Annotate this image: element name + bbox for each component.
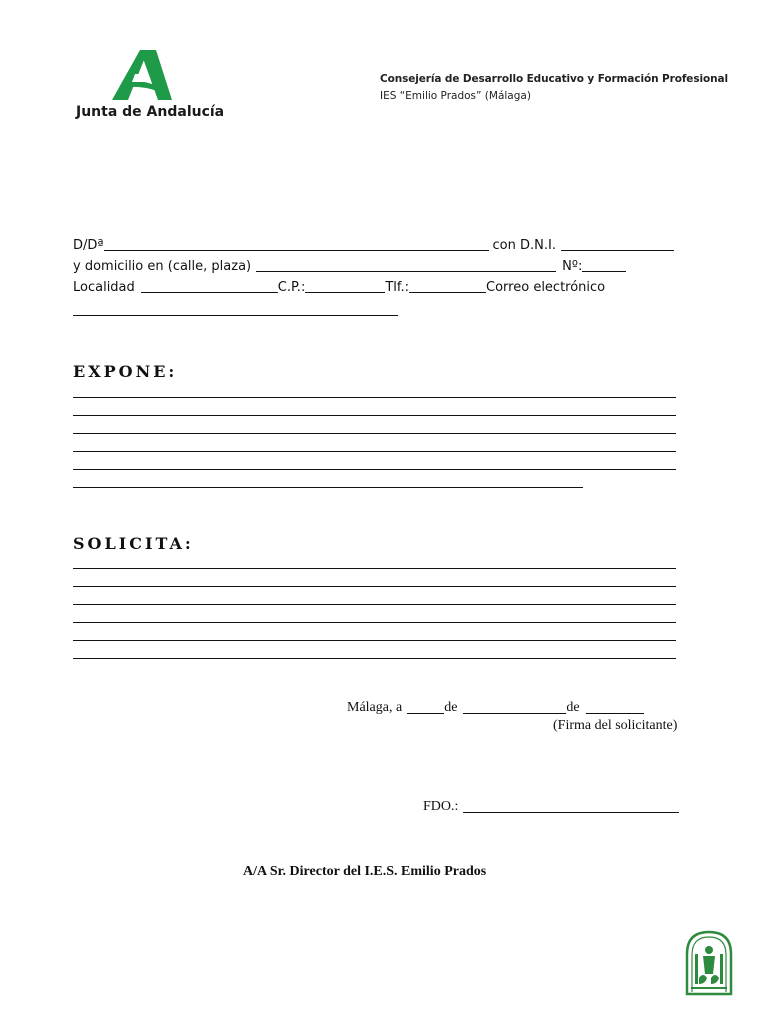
department-name: Consejería de Desarrollo Educativo y Formación Profesional (380, 73, 728, 85)
solicita-title: SOLICITA: (73, 534, 194, 553)
name-row (73, 238, 674, 253)
de-label: de (566, 700, 580, 715)
name-field[interactable] (104, 249, 489, 251)
solicita-line[interactable] (73, 640, 676, 641)
signature-field[interactable] (463, 811, 679, 813)
month-field[interactable] (463, 712, 566, 714)
solicita-line[interactable] (73, 604, 676, 605)
addressee: A/A Sr. Director del I.E.S. Emilio Prados (243, 864, 487, 879)
day-field[interactable] (407, 712, 444, 714)
fdo-label: FDO.: (423, 799, 459, 814)
name-label: D/Dª (73, 238, 104, 253)
date-row (347, 700, 644, 716)
andalucia-seal-icon (683, 928, 735, 996)
locality-row (73, 280, 605, 295)
phone-label: Tlf.: (385, 280, 410, 295)
address-field[interactable] (256, 270, 556, 272)
junta-andalucia-logo-icon (108, 48, 172, 104)
expone-line[interactable] (73, 487, 583, 488)
solicita-line[interactable] (73, 568, 676, 569)
signature-note: (Firma del solicitante) (553, 718, 678, 733)
place-label: Málaga, a (347, 700, 403, 715)
expone-line[interactable] (73, 469, 676, 470)
dni-field[interactable] (561, 249, 674, 251)
number-label: Nº: (562, 259, 583, 274)
fdo-row (423, 799, 679, 815)
school-name: IES “Emilio Prados” (Málaga) (380, 90, 531, 102)
dni-label: con D.N.I. (492, 238, 556, 253)
de-label: de (444, 700, 458, 715)
locality-field[interactable] (141, 291, 278, 293)
solicita-line[interactable] (73, 586, 676, 587)
logo-text: Junta de Andalucía (76, 104, 225, 120)
expone-line[interactable] (73, 451, 676, 452)
email-field[interactable] (73, 315, 398, 316)
solicita-line[interactable] (73, 658, 676, 659)
year-field[interactable] (586, 712, 644, 714)
postal-code-field[interactable] (305, 291, 385, 293)
expone-line[interactable] (73, 415, 676, 416)
number-field[interactable] (582, 270, 626, 272)
locality-label: Localidad (73, 280, 135, 295)
expone-title: EXPONE: (73, 362, 178, 381)
email-label: Correo electrónico (486, 280, 606, 295)
address-row (73, 259, 626, 274)
expone-line[interactable] (73, 433, 676, 434)
expone-line[interactable] (73, 397, 676, 398)
phone-field[interactable] (409, 291, 486, 293)
address-label: y domicilio en (calle, plaza) (73, 259, 252, 274)
postal-code-label: C.P.: (277, 280, 306, 295)
solicita-line[interactable] (73, 622, 676, 623)
